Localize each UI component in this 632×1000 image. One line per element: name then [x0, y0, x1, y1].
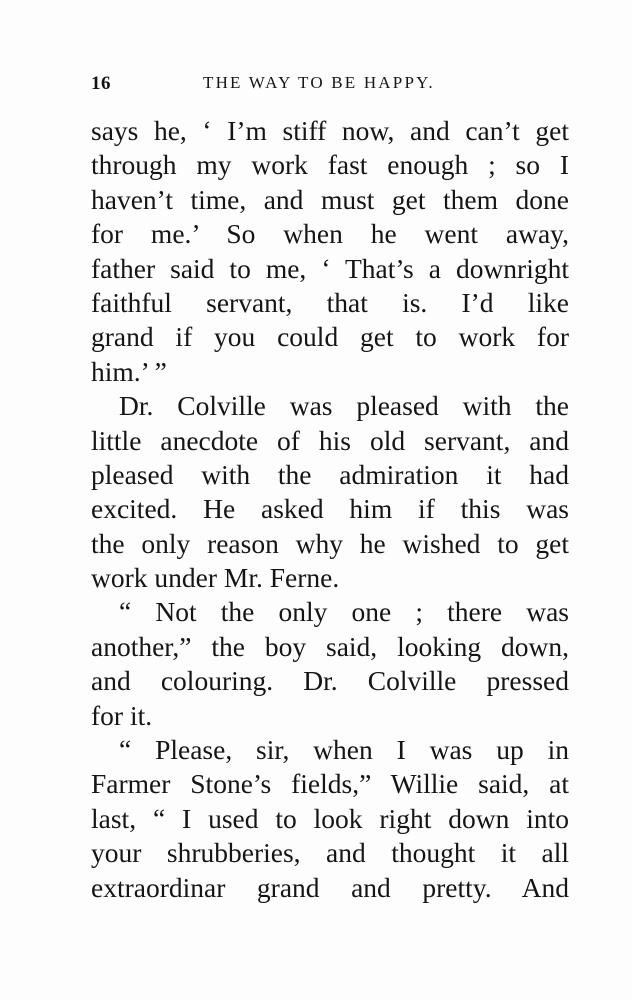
text-line: grand if you could get to work for: [91, 321, 569, 353]
text-line: the only reason why he wished to get: [91, 527, 569, 559]
body-text: [91, 114, 569, 905]
text-line: says he, ‘ I’m stiff now, and can’t get: [91, 115, 569, 146]
text-line: your shrubberies, and thought it all: [91, 837, 569, 869]
paragraph-start-line: Dr. Colville was pleased with the: [119, 390, 569, 422]
text-line: work under Mr. Ferne.: [91, 562, 340, 594]
page-number: 16: [91, 73, 111, 94]
text-line: him.’ ”: [91, 355, 167, 387]
text-line: Farmer Stone’s fields,” Willie said, at: [91, 768, 569, 800]
text-line: haven’t time, and must get them done: [91, 183, 569, 215]
text-line: extraordinar grand and pretty. And: [91, 871, 569, 903]
text-line: faithful servant, that is. I’d like: [91, 286, 569, 318]
text-line: and colouring. Dr. Colville pressed: [91, 665, 569, 697]
running-header: [91, 73, 569, 103]
text-line: pleased with the admiration it had: [91, 458, 569, 490]
paragraph-start-line: “ Not the only one ; there was: [119, 596, 569, 628]
text-line: for it.: [91, 699, 153, 731]
text-line: through my work fast enough ; so I: [91, 149, 569, 181]
text-line: little anecdote of his old servant, and: [91, 424, 569, 456]
paragraph-start-line: “ Please, sir, when I was up in: [119, 734, 569, 766]
text-line: for me.’ So when he went away,: [91, 218, 569, 250]
running-title: THE WAY TO BE HAPPY.: [203, 73, 435, 92]
text-line: excited. He asked him if this was: [91, 493, 569, 525]
text-line: father said to me, ‘ That’s a downright: [91, 252, 569, 284]
text-line: another,” the boy said, looking down,: [91, 630, 569, 662]
text-line: last, “ I used to look right down into: [91, 802, 569, 834]
